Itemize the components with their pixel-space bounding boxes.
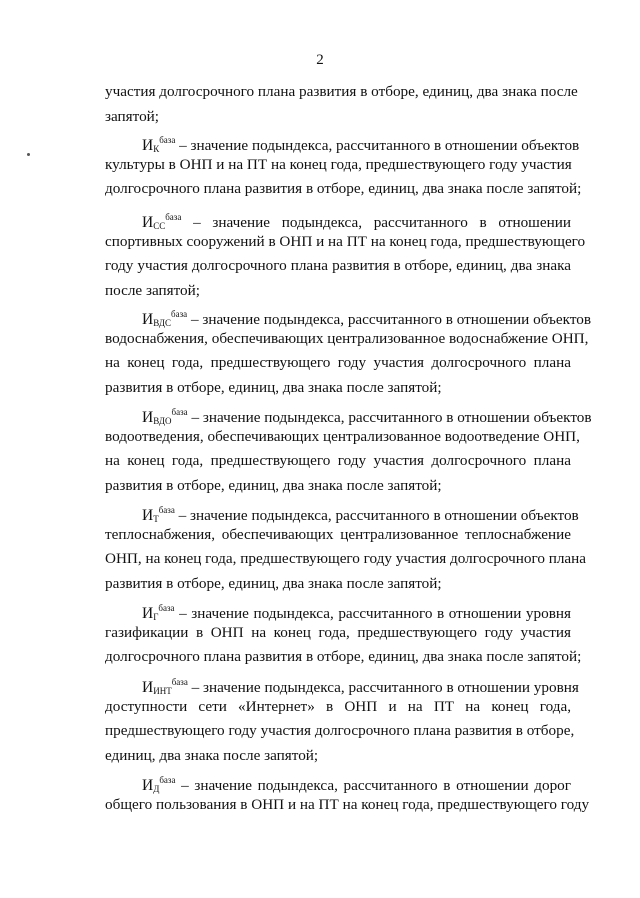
text-line: ОНП, на конец года, предшествующего году участия долгосрочного плана — [105, 550, 587, 568]
text-line: единиц, два знака после запятой; — [105, 746, 319, 764]
index-symbol: $И_{ВДО}^{база}$ — [142, 407, 188, 426]
text-line: $И_{ИНТ}^{база}$ – значение подындекса, рассчитанного в отношении уровня — [142, 677, 579, 696]
text-line: предшествующего году участия долгосрочного плана развития в отборе, — [105, 722, 575, 740]
index-symbol: $И_Г^{база}$ — [142, 603, 175, 622]
text-line: на конец года, предшествующего году участия долгосрочного плана — [105, 452, 571, 470]
text-line: водоотведения, обеспечивающих централизованное водоотведение ОНП, — [105, 427, 580, 445]
text-line: $И_{ВДО}^{база}$ – значение подындекса, рассчитанного в отношении объектов — [142, 407, 592, 426]
text-line: участия долгосрочного плана развития в отборе, единиц, два знака после — [105, 83, 578, 100]
scan-speck — [27, 153, 30, 156]
text-line: на конец года, предшествующего году участия долгосрочного плана — [105, 354, 571, 372]
text-line: газификации в ОНП на конец года, предшествующего году участия — [105, 623, 571, 641]
definition-paragraph — [105, 670, 579, 768]
text-line: общего пользования в ОНП и на ПТ на конец года, предшествующего году — [105, 795, 590, 813]
text-line: развития в отборе, единиц, два знака после запятой; — [105, 476, 442, 494]
definition-paragraph — [105, 768, 590, 817]
definition-paragraph — [105, 302, 592, 400]
text-line: $И_{ВДС}^{база}$ – значение подындекса, рассчитанного в отношении объектов — [142, 309, 592, 328]
text-line: $И_Д^{база}$ – значение подындекса, рассчитанного в отношении дорог — [142, 775, 572, 794]
paragraph-continuation — [105, 80, 578, 129]
text-line: спортивных сооружений в ОНП и на ПТ на конец года, предшествующего — [105, 232, 586, 250]
text-line: $И_Г^{база}$ – значение подындекса, рассчитанного в отношении уровня — [142, 603, 571, 622]
definition-paragraph — [105, 498, 587, 596]
text-line: теплоснабжения, обеспечивающих централизованное теплоснабжение — [105, 525, 571, 543]
page-number: 2 — [316, 52, 324, 68]
text-line: после запятой; — [105, 281, 200, 299]
text-line: доступности сети «Интернет» в ОНП и на ПТ на конец года, — [105, 697, 571, 715]
text-line: культуры в ОНП и на ПТ на конец года, предшествующего году участия — [105, 155, 572, 173]
text-line: долгосрочного плана развития в отборе, единиц, два знака после запятой; — [105, 648, 582, 666]
definition-paragraph — [105, 596, 582, 670]
text-line: водоснабжения, обеспечивающих централизованное водоснабжение ОНП, — [105, 329, 589, 347]
definition-paragraph — [105, 400, 592, 498]
text-line: $И_Т^{база}$ – значение подындекса, рассчитанного в отношении объектов — [142, 505, 579, 524]
index-symbol: $И_Д^{база}$ — [142, 775, 176, 794]
text-line: долгосрочного плана развития в отборе, единиц, два знака после запятой; — [105, 180, 582, 198]
index-symbol: $И_К^{база}$ — [142, 135, 176, 154]
index-symbol: $И_{ИНТ}^{база}$ — [142, 677, 188, 696]
text-line: году участия долгосрочного плана развития в отборе, единиц, два знака — [105, 257, 571, 275]
text-line: запятой; — [105, 107, 160, 125]
text-line: развития в отборе, единиц, два знака после запятой; — [105, 574, 442, 592]
definition-paragraph — [105, 205, 586, 303]
index-symbol: $И_{СС}^{база}$ — [142, 212, 182, 231]
text-line: развития в отборе, единиц, два знака после запятой; — [105, 378, 442, 396]
text-line: $И_{СС}^{база}$ – значение подындекса, рассчитанного в отношении — [142, 212, 571, 231]
index-symbol: $И_Т^{база}$ — [142, 505, 175, 524]
index-symbol: $И_{ВДС}^{база}$ — [142, 309, 188, 328]
text-line: $И_К^{база}$ – значение подындекса, рассчитанного в отношении объектов — [142, 135, 580, 154]
definition-paragraph — [105, 128, 582, 202]
